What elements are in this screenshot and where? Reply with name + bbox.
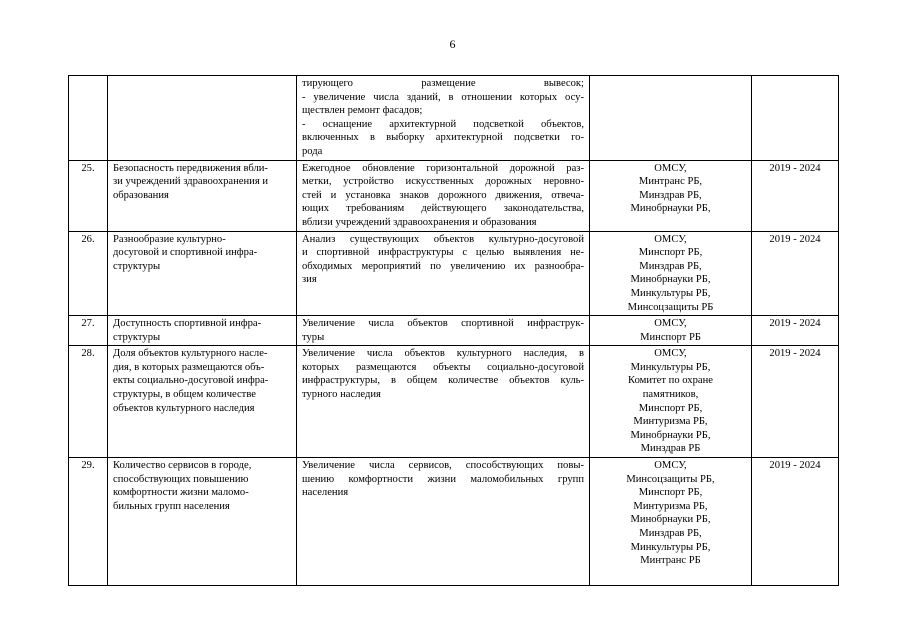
table-row [69, 346, 839, 458]
responsible-entity: Минкультуры РБ, [630, 287, 711, 299]
responsible-entity: Минобрнауки РБ, [630, 514, 711, 526]
period-cell [752, 76, 839, 161]
row-number-cell: 28. [69, 346, 108, 458]
indicator-cell [108, 316, 297, 346]
responsible-entity: Минспорт РБ [640, 331, 701, 343]
indicator-cell [108, 346, 297, 458]
indicator-line: Разнообразие культурно- [113, 233, 226, 245]
description-line: метки, устройство искусственных дорожных неровно- [302, 176, 584, 188]
indicator-line: Безопасность передвижения вбли- [113, 162, 268, 174]
description-line: и спортивной инфраструктуры с целью выявления не- [302, 247, 584, 259]
indicator-line: Доступность спортивной инфра- [113, 318, 262, 330]
responsible-entity: Минздрав РБ, [639, 189, 702, 201]
indicator-line: способствующих повышению [113, 473, 249, 485]
responsible-entity: Минкультуры РБ, [630, 541, 711, 553]
responsible-entity: Минобрнауки РБ, [630, 429, 711, 441]
continuation-row [69, 76, 839, 161]
description-cell [297, 316, 590, 346]
table-row [69, 231, 839, 316]
responsible-cell [590, 76, 752, 161]
responsible-entity: Минсоцзащиты РБ [627, 301, 714, 313]
description-line: обходимых мероприятий по увеличению их разнообра- [302, 260, 584, 272]
row-number-cell: 27. [69, 316, 108, 346]
responsible-cell [590, 231, 752, 316]
indicator-line: объектов культурного наследия [113, 402, 255, 414]
indicator-line: досуговой и спортивной инфра- [113, 247, 258, 259]
responsible-entity: Минтранс РБ [640, 555, 701, 567]
table-row [69, 160, 839, 231]
description-cell [297, 458, 590, 586]
indicator-line: бильных групп населения [113, 500, 230, 512]
description-line: ществлен ремонт фасадов; [302, 105, 423, 117]
period-cell: 2019 - 2024 [752, 231, 839, 316]
responsible-entity: Минобрнауки РБ, [630, 203, 711, 215]
responsible-entity: памятников, [642, 389, 699, 401]
description-line: шению комфортности жизни маломобильных групп [302, 473, 584, 485]
row-number-cell: 26. [69, 231, 108, 316]
indicator-line: зи учреждений здравоохранения и [113, 176, 269, 188]
row-number-cell: 25. [69, 160, 108, 231]
indicator-line: екты социально-досуговой инфра- [113, 375, 269, 387]
responsible-entity: Минтранс РБ, [638, 176, 703, 188]
period-cell: 2019 - 2024 [752, 160, 839, 231]
indicator-cell [108, 160, 297, 231]
description-line: ющих требованиям действующего законодательства, [302, 203, 584, 215]
responsible-entity: Минздрав РБ, [639, 260, 702, 272]
indicator-cell [108, 458, 297, 586]
responsible-entity: ОМСУ, [654, 348, 687, 360]
description-line: стей и установка знаков дорожного движения, отвеча- [302, 189, 584, 201]
description-line: Анализ существующих объектов культурно-досуговой [302, 233, 584, 245]
responsible-entity: ОМСУ, [654, 233, 687, 245]
indicator-cell [108, 76, 297, 161]
responsible-entity: Минздрав РБ [640, 443, 701, 455]
responsible-entity: Минздрав РБ, [639, 528, 702, 539]
row-number-cell [69, 76, 108, 161]
description-line: которых размещаются объекты социально-досуговой [302, 361, 584, 373]
period-cell: 2019 - 2024 [752, 316, 839, 346]
indicator-line: комфортности жизни маломо- [113, 487, 249, 499]
responsible-entity: Минсоцзащиты РБ, [626, 473, 715, 485]
description-line: инфраструктуры, в общем количестве объектов куль- [302, 375, 584, 387]
responsible-entity: Минспорт РБ, [638, 247, 703, 259]
responsible-cell [590, 458, 752, 586]
description-line: туры [302, 331, 325, 343]
description-cell [297, 346, 590, 458]
responsible-cell [590, 160, 752, 231]
indicator-line: Доля объектов культурного насле- [113, 348, 268, 360]
description-line: населения [302, 487, 349, 499]
indicator-cell [108, 231, 297, 316]
row-number-cell: 29. [69, 458, 108, 586]
description-cell [297, 76, 590, 161]
period-cell: 2019 - 2024 [752, 346, 839, 458]
description-cell [297, 231, 590, 316]
table-row [69, 316, 839, 346]
description-line: Увеличение числа сервисов, способствующих повы- [302, 460, 584, 472]
responsible-cell [590, 316, 752, 346]
indicator-line: структуры [113, 331, 161, 343]
indicator-line: структуры [113, 260, 161, 272]
responsible-entity: Минспорт РБ, [638, 402, 703, 414]
indicator-line: образования [113, 189, 169, 201]
description-line: рода [302, 145, 323, 157]
description-cell [297, 160, 590, 231]
measures-table [68, 75, 839, 586]
responsible-entity: ОМСУ, [654, 162, 687, 174]
responsible-entity: Минтуризма РБ, [633, 416, 708, 428]
responsible-cell [590, 346, 752, 458]
indicator-line: структуры, в общем количестве [113, 389, 256, 401]
responsible-entity: Комитет по охране [628, 375, 713, 387]
description-line: Увеличение числа объектов культурного наследия, в [302, 348, 584, 360]
description-line: вблизи учреждений здравоохранения и образования [302, 216, 537, 228]
responsible-entity: Минкультуры РБ, [630, 361, 711, 373]
responsible-entity: ОМСУ, [654, 460, 687, 472]
indicator-line: дия, в которых размещаются объ- [113, 361, 265, 373]
responsible-entity: ОМСУ, [654, 318, 687, 330]
responsible-entity: Минтуризма РБ, [633, 500, 708, 512]
description-line: включенных в выборку архитектурной подсветки го- [302, 132, 584, 144]
description-line: турного наследия [302, 389, 381, 401]
description-line: Увеличение числа объектов спортивной инфраструк- [302, 318, 584, 330]
indicator-line: Количество сервисов в городе, [113, 460, 252, 472]
page-number: 6 [449, 37, 456, 51]
description-line: - увеличение числа зданий, в отношении которых осу- [302, 91, 584, 103]
table-row [69, 458, 839, 586]
period-cell: 2019 - 2024 [752, 458, 839, 586]
responsible-entity: Минобрнауки РБ, [630, 274, 711, 286]
description-line: Ежегодное обновление горизонтальной дорожной раз- [302, 162, 584, 174]
description-line: - оснащение архитектурной подсветкой объектов, [302, 118, 584, 130]
description-line: тирующего размещение вывесок; [302, 78, 584, 89]
description-line: зия [302, 274, 317, 286]
responsible-entity: Минспорт РБ, [638, 487, 703, 499]
